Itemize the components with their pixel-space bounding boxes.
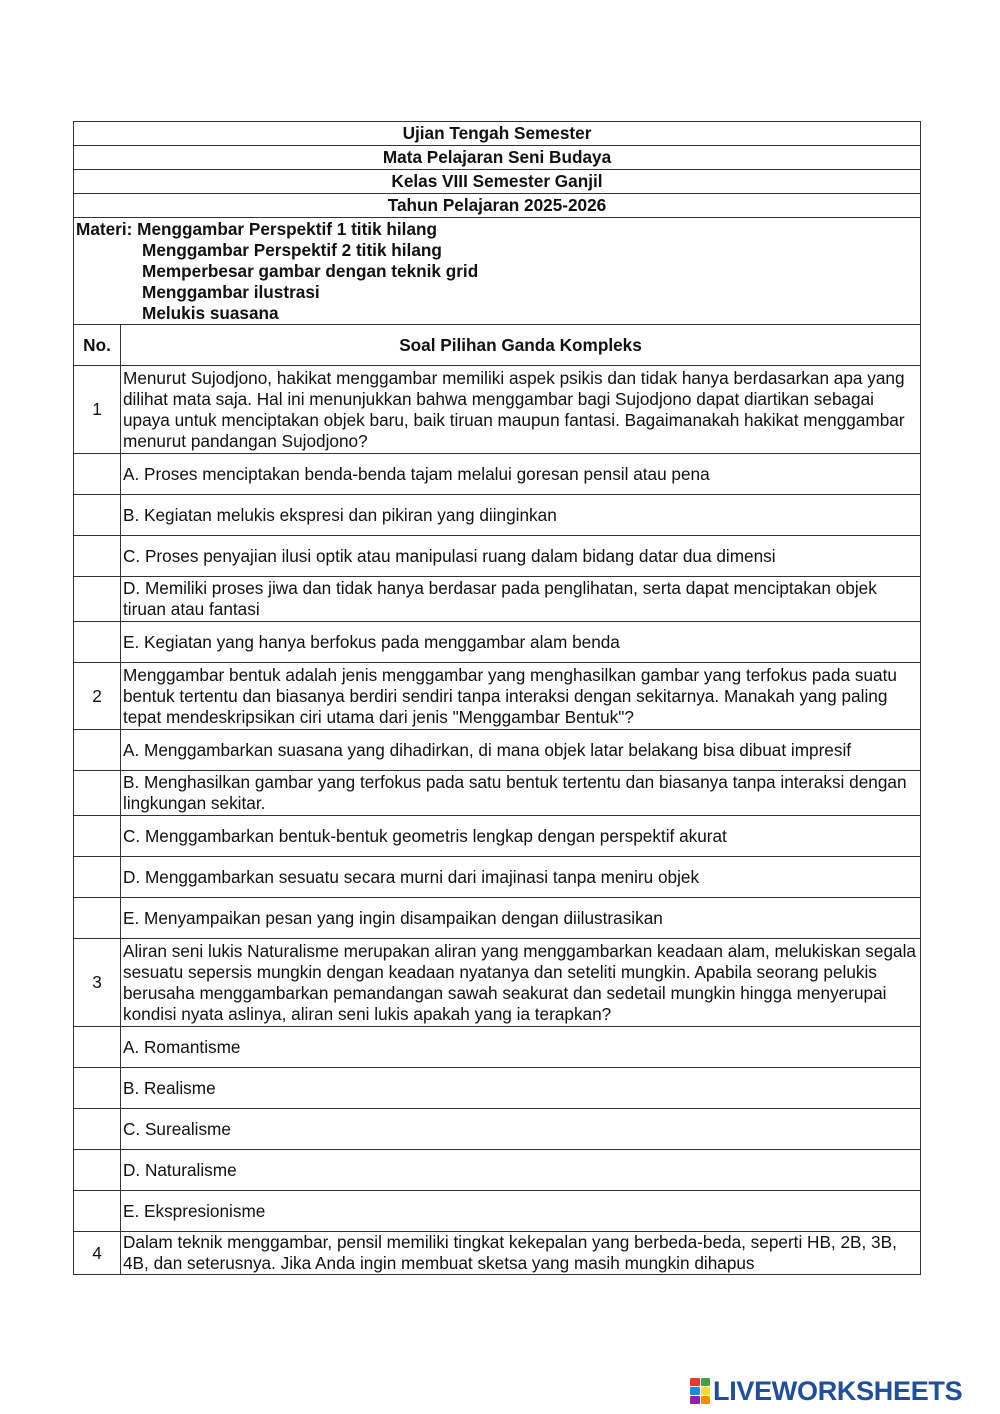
empty-number-cell — [74, 1027, 121, 1068]
column-no-header: No. — [74, 325, 121, 366]
question-number: 2 — [74, 663, 121, 730]
option-text[interactable]: E. Ekspresionisme — [121, 1191, 921, 1232]
class-title: Kelas VIII Semester Ganjil — [74, 170, 921, 194]
empty-number-cell — [74, 454, 121, 495]
materi-row — [74, 218, 921, 325]
option-text[interactable]: E. Kegiatan yang hanya berfokus pada menggambar alam benda — [121, 622, 921, 663]
option-text[interactable]: B. Kegiatan melukis ekspresi dan pikiran yang diinginkan — [121, 495, 921, 536]
question-text: Dalam teknik menggambar, pensil memiliki tingkat kekepalan yang berbeda-beda, seperti HB, 2B, 3B, 4B, dan seterusnya. Jika Anda ingin membuat sketsa yang masih mungkin dihapus — [121, 1232, 921, 1275]
option-row — [74, 898, 921, 939]
option-text[interactable]: A. Menggambarkan suasana yang dihadirkan, di mana objek latar belakang bisa dibuat impresif — [121, 730, 921, 771]
empty-number-cell — [74, 816, 121, 857]
option-row — [74, 622, 921, 663]
empty-number-cell — [74, 622, 121, 663]
exam-title: Ujian Tengah Semester — [74, 122, 921, 146]
option-row — [74, 1068, 921, 1109]
materi-item: Memperbesar gambar dengan teknik grid — [142, 260, 479, 281]
logo-square — [701, 1387, 711, 1395]
option-row — [74, 454, 921, 495]
option-row — [74, 1191, 921, 1232]
header-row-1 — [74, 122, 921, 146]
column-question-header: Soal Pilihan Ganda Kompleks — [121, 325, 921, 366]
header-row-4 — [74, 194, 921, 218]
option-row — [74, 1027, 921, 1068]
empty-number-cell — [74, 1150, 121, 1191]
option-row — [74, 1109, 921, 1150]
question-text: Menggambar bentuk adalah jenis menggambar yang menghasilkan gambar yang terfokus pada suatu bentuk tertentu dan biasanya berdiri sendiri tanpa interaksi dengan sekitarnya. Manakah yang paling tepat mendeskripsikan ciri utama dari jenis "Menggambar Bentuk"? — [121, 663, 921, 730]
option-row — [74, 1150, 921, 1191]
empty-number-cell — [74, 771, 121, 816]
question-text: Aliran seni lukis Naturalisme merupakan aliran yang menggambarkan keadaan alam, melukiskan segala sesuatu sepersis mungkin dengan keadaan nyatanya dan seteliti mungkin. Apabila seorang pelukis berusaha menggambarkan pemandangan sawah seakurat dan sedetail mungkin hingga menyerupai kondisi nyata aslinya, aliran seni lukis apakah yang ia terapkan? — [121, 939, 921, 1027]
question-row — [74, 1232, 921, 1275]
exam-sheet-table — [73, 121, 921, 1275]
question-number: 1 — [74, 366, 121, 454]
year-title: Tahun Pelajaran 2025-2026 — [74, 194, 921, 218]
option-row — [74, 857, 921, 898]
option-row — [74, 730, 921, 771]
option-row — [74, 816, 921, 857]
empty-number-cell — [74, 495, 121, 536]
subject-title: Mata Pelajaran Seni Budaya — [74, 146, 921, 170]
materi-item: Melukis suasana — [142, 302, 279, 323]
option-text[interactable]: B. Menghasilkan gambar yang terfokus pada satu bentuk tertentu dan biasanya tanpa interaksi dengan lingkungan sekitar. — [121, 771, 921, 816]
empty-number-cell — [74, 1191, 121, 1232]
empty-number-cell — [74, 1109, 121, 1150]
option-row — [74, 771, 921, 816]
question-row — [74, 939, 921, 1027]
materi-item: Menggambar ilustrasi — [142, 281, 320, 302]
header-row-3 — [74, 170, 921, 194]
materi-cell — [74, 218, 921, 325]
option-text[interactable]: E. Menyampaikan pesan yang ingin disampaikan dengan diilustrasikan — [121, 898, 921, 939]
option-text[interactable]: C. Menggambarkan bentuk-bentuk geometris lengkap dengan perspektif akurat — [121, 816, 921, 857]
question-number: 3 — [74, 939, 121, 1027]
logo-square — [690, 1378, 700, 1386]
materi-label: Materi: Menggambar Perspektif 1 titik hilang — [76, 218, 438, 239]
option-row — [74, 536, 921, 577]
empty-number-cell — [74, 577, 121, 622]
empty-number-cell — [74, 1068, 121, 1109]
option-text[interactable]: D. Menggambarkan sesuatu secara murni dari imajinasi tanpa meniru objek — [121, 857, 921, 898]
option-text[interactable]: C. Surealisme — [121, 1109, 921, 1150]
liveworksheets-logo — [690, 1374, 962, 1408]
option-text[interactable]: D. Naturalisme — [121, 1150, 921, 1191]
empty-number-cell — [74, 898, 121, 939]
question-number: 4 — [74, 1232, 121, 1275]
empty-number-cell — [74, 730, 121, 771]
logo-square — [701, 1396, 711, 1404]
logo-square — [701, 1378, 711, 1386]
liveworksheets-logo-icon — [690, 1378, 710, 1404]
empty-number-cell — [74, 857, 121, 898]
question-row — [74, 663, 921, 730]
liveworksheets-logo-text: LIVEWORKSHEETS — [713, 1375, 963, 1406]
option-text[interactable]: A. Proses menciptakan benda-benda tajam melalui goresan pensil atau pena — [121, 454, 921, 495]
option-text[interactable]: A. Romantisme — [121, 1027, 921, 1068]
logo-square — [690, 1387, 700, 1395]
option-row — [74, 495, 921, 536]
question-row — [74, 366, 921, 454]
materi-item: Menggambar Perspektif 2 titik hilang — [142, 239, 442, 260]
option-row — [74, 577, 921, 622]
option-text[interactable]: C. Proses penyajian ilusi optik atau manipulasi ruang dalam bidang datar dua dimensi — [121, 536, 921, 577]
option-text[interactable]: B. Realisme — [121, 1068, 921, 1109]
header-row-2 — [74, 146, 921, 170]
question-text: Menurut Sujodjono, hakikat menggambar memiliki aspek psikis dan tidak hanya berdasarkan apa yang dilihat mata saja. Hal ini menunjukkan bahwa menggambar bagi Sujodjono dapat diartikan sebagai upaya untuk menciptakan objek baru, baik tiruan maupun fantasi. Bagaimanakah hakikat menggambar menurut pandangan Sujodjono? — [121, 366, 921, 454]
column-header-row — [74, 325, 921, 366]
empty-number-cell — [74, 536, 121, 577]
option-text[interactable]: D. Memiliki proses jiwa dan tidak hanya berdasar pada penglihatan, serta dapat menciptakan objek tiruan atau fantasi — [121, 577, 921, 622]
logo-square — [690, 1396, 700, 1404]
